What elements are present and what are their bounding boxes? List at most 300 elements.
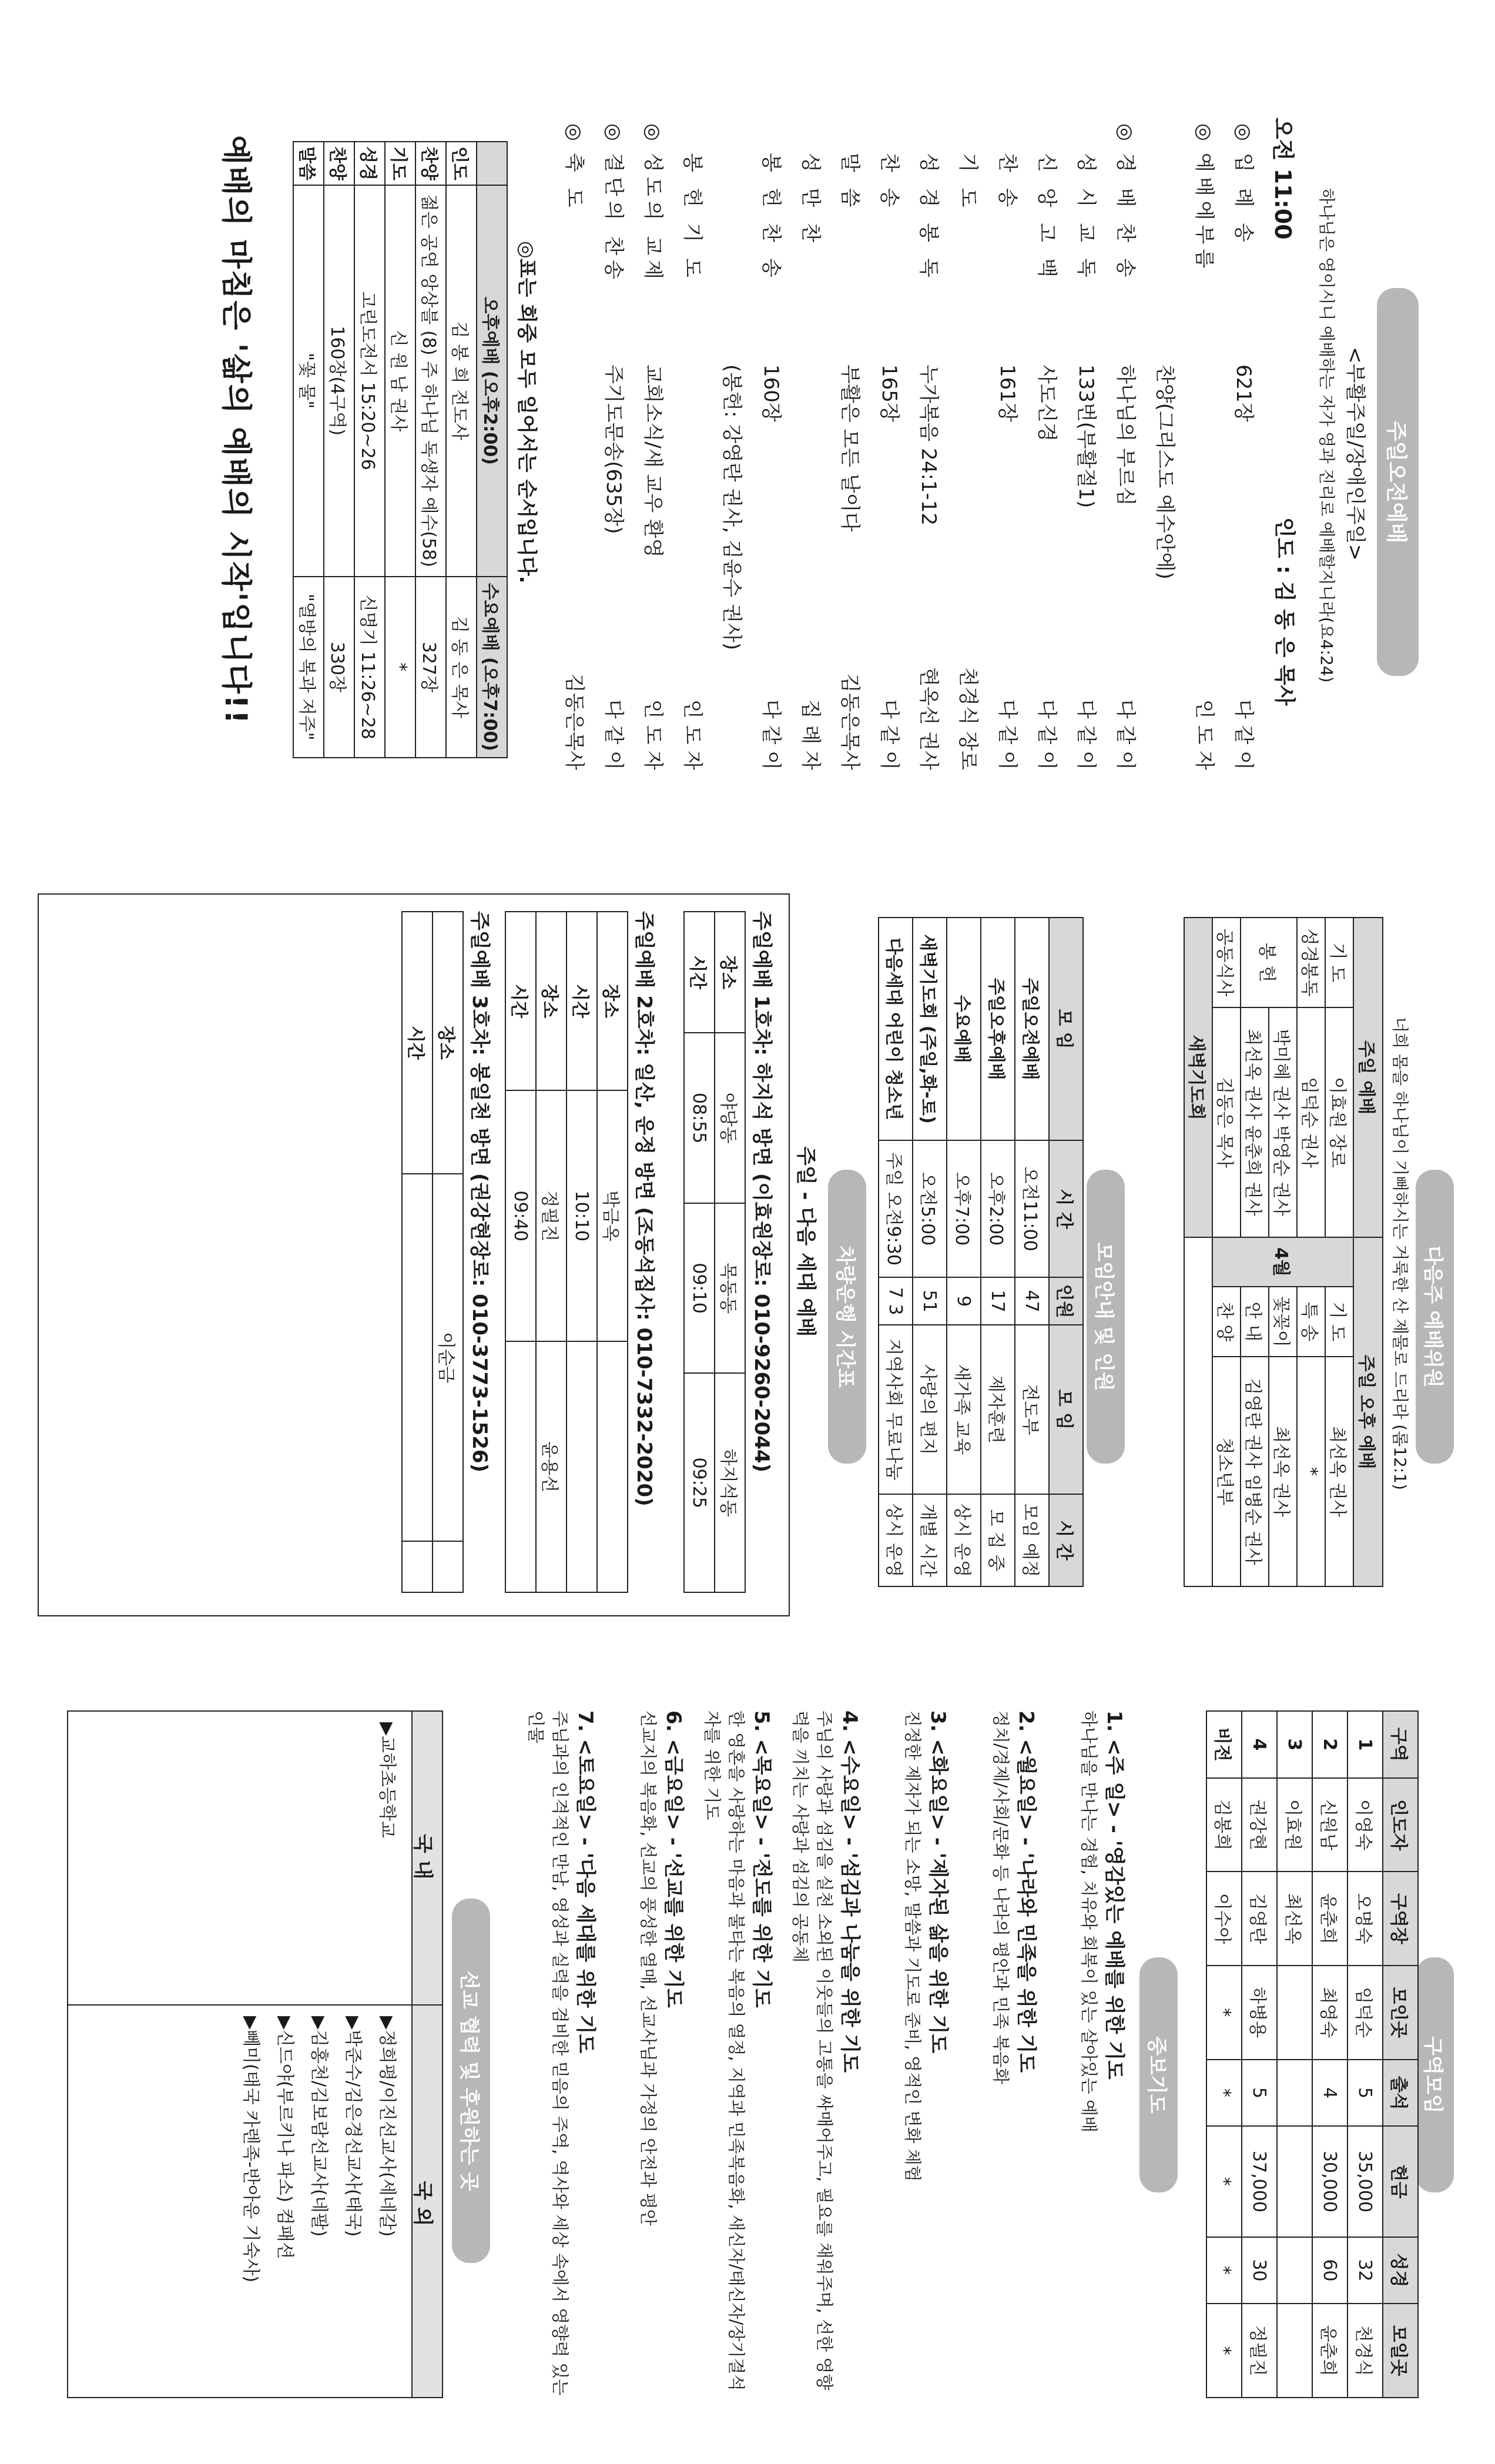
order-mark: ◎ <box>602 123 625 141</box>
prayer-desc: 정치/경제/사회/문화 등 나라의 평안과 민족 복음화 <box>991 1710 1011 2084</box>
bus3-cell <box>402 1541 433 1592</box>
bus2-cell: 10:10 <box>567 1090 597 1341</box>
order-label: 결단의 찬송 <box>602 153 625 284</box>
nw-a-label: 꽃꽂이 <box>1269 1287 1297 1357</box>
order-item <box>1231 123 1260 770</box>
bus-section-title: 주일 - 다음 세대 예배 <box>794 1146 817 1337</box>
prayer-item <box>637 1710 690 2404</box>
order-item <box>759 123 787 770</box>
prayer-title: 4. <수요일> - '섬김과 나눔을 위한 기도 <box>838 1710 862 2073</box>
order-content: 부활은 모든 날이다 <box>838 364 862 532</box>
bus2-cell: 장소 <box>597 912 628 1090</box>
order-person: 다 같 이 <box>1114 699 1137 770</box>
nw-a-label: 기 도 <box>1325 1287 1353 1357</box>
bus3-cell <box>402 1174 433 1541</box>
bus2-row <box>505 912 536 1592</box>
afternoon-row <box>293 142 324 758</box>
district-cell: 권강현 <box>1242 1778 1277 1872</box>
order-content: 찬양(그리스도 예수안에) <box>1153 364 1176 580</box>
bus-route-3-table <box>401 911 464 1593</box>
district-cell: 오명숙 <box>1347 1872 1383 1966</box>
bus3-row <box>433 912 463 1592</box>
worship-time: 오전 11:00 <box>1270 118 1296 240</box>
afternoon-header-cell: 오후예배 (오후2:00) <box>477 185 507 577</box>
next-week-verse: 너희 몸을 하나님이 기뻐하시는 거룩한 산 제물로 드리라 (롬12:1) <box>1390 1017 1410 1491</box>
meeting-cell: 오후2:00 <box>981 1140 1015 1277</box>
district-cell: 60 <box>1312 2237 1347 2304</box>
meeting-row <box>913 918 947 1586</box>
order-person: 다 같 이 <box>1074 699 1098 770</box>
district-header-row <box>1383 1711 1418 2398</box>
nw-m-label: 성경봉독 <box>1297 918 1325 1007</box>
district-cell: 하병용 <box>1242 1966 1277 2060</box>
district-cell: 5 <box>1347 2060 1383 2127</box>
district-cell <box>1277 1966 1312 2060</box>
order-mark: ◎ <box>1192 123 1216 141</box>
meeting-cell: 주일오후예배 <box>981 918 1015 1140</box>
meeting-cell: 상시 운영 <box>879 1494 913 1586</box>
order-mark: ◎ <box>1232 123 1255 141</box>
meeting-cell: 51 <box>913 1277 947 1325</box>
bus-pill: 차량운행 시간표 <box>828 1170 866 1464</box>
order-content: 133번(부활절1) <box>1074 364 1098 508</box>
meeting-cell: 9 <box>947 1277 981 1325</box>
bus1-cell: 야당동 <box>715 1033 745 1203</box>
middle-panel <box>26 841 1460 1652</box>
district-cell: 천경식 <box>1347 2304 1383 2398</box>
bus-route-3: 주일예배 3호차: 봉일천 방면 (권강현장로: 010-3773-1526) <box>468 911 491 1473</box>
district-row <box>1347 1711 1383 2398</box>
meeting-cell: 새가족 교육 <box>947 1325 981 1494</box>
district-cell: 이영숙 <box>1347 1778 1383 1872</box>
district-cell: 최선옥 <box>1277 1872 1312 1966</box>
district-cell: 비전 <box>1206 1711 1242 1778</box>
order-label: 찬 송 <box>995 153 1019 212</box>
order-label: 경 배 찬 송 <box>1114 153 1137 282</box>
bus1-row <box>684 912 715 1592</box>
prayer-item <box>525 1710 602 2404</box>
district-cell: 30 <box>1242 2237 1277 2304</box>
missions-domestic-header: 국 내 <box>411 1834 434 1880</box>
order-label: 성 시 교 독 <box>1074 153 1098 282</box>
nw-m-label: 기 도 <box>1325 918 1353 1007</box>
district-row <box>1312 1711 1347 2398</box>
bus1-row <box>715 912 745 1592</box>
afternoon-header-cell <box>477 142 507 185</box>
order-content: 165장 <box>877 364 901 422</box>
order-item <box>719 123 748 770</box>
prayer-desc: 주님의 사랑과 섬김을 실천 소외된 이웃들의 고통을 싸매어주고, 필요를 채워주며, 선한 영향력을 끼치는 사랑과 섬김의 공동체 <box>790 1710 834 2391</box>
nw-m-value: 박미혜 권사 박영순 권사 <box>1269 1007 1297 1237</box>
district-cell: * <box>1206 1966 1242 2060</box>
bus2-cell <box>597 1341 628 1592</box>
order-person: 김동은목사 <box>562 673 586 770</box>
order-item <box>916 123 945 770</box>
order-mark: ◎ <box>1114 123 1137 141</box>
district-cell: 4 <box>1312 2060 1347 2127</box>
prayer-title: 2. <월요일> - '나라와 민족을 위한 기도 <box>1014 1710 1038 2073</box>
afternoon-cell: 인도 <box>446 142 477 185</box>
afternoon-row <box>415 142 446 758</box>
bus2-cell: 박금옥 <box>597 1090 628 1341</box>
missions-divider <box>67 2004 443 2006</box>
prayer-item <box>701 1710 778 2404</box>
nw-m-label: 봉 헌 <box>1241 918 1297 1007</box>
bus2-row <box>567 912 597 1592</box>
order-item <box>1074 123 1102 770</box>
order-content: 교회소식/새 교우 환영 <box>641 364 665 558</box>
district-row <box>1242 1711 1277 2398</box>
bus3-cell: 시간 <box>402 912 433 1174</box>
order-label: 입 례 송 <box>1232 153 1255 247</box>
closing-message: 예배의 마침은 '삶의 예배의 시작'입니다!! <box>218 135 253 725</box>
afternoon-cell: 말씀 <box>293 142 324 185</box>
meeting-header-cell: 모 임 <box>1049 918 1083 1140</box>
bus2-cell: 09:40 <box>505 1090 536 1341</box>
district-header-cell: 모일곳 <box>1383 2304 1418 2398</box>
prayer-title: 7. <토요일> - '다음 세대를 위한 기도 <box>574 1710 597 2054</box>
bus3-cell: 장소 <box>433 912 463 1174</box>
prayer-desc: 선교지의 복음화, 선교의 풍성한 열매, 선교사님과 가정의 안전과 평안 <box>638 1710 658 2226</box>
order-label: 말 씀 <box>838 153 862 212</box>
district-cell: 최영숙 <box>1312 1966 1347 2060</box>
bus-route-2-table <box>505 911 628 1593</box>
afternoon-row <box>385 142 415 758</box>
worship-title-pill: 주일오전예배 <box>1377 288 1419 676</box>
prayer-title: 5. <목요일> - '전도를 위한 기도 <box>750 1710 773 2008</box>
bus3-cell: 이순금 <box>433 1174 463 1541</box>
overseas-mission: ▶김홍천/김보람선교사(네팔) <box>309 2016 329 2237</box>
bus3-cell <box>433 1541 463 1592</box>
nw-a-label: 찬 양 <box>1212 1287 1241 1357</box>
order-content: 하나님의 부르심 <box>1114 364 1137 506</box>
next-week-pill: 다음주 예배위원 <box>1416 1170 1454 1464</box>
district-header-cell: 구역장 <box>1383 1872 1418 1966</box>
order-label: 축 도 <box>562 153 586 212</box>
prayer-title: 6. <금요일> - '선교를 위한 기도 <box>662 1710 685 2008</box>
district-cell: 37,000 <box>1242 2126 1277 2237</box>
nw-m-value: 임덕순 권사 <box>1297 1007 1325 1237</box>
district-cell <box>1277 2237 1312 2304</box>
prayer-item <box>789 1710 866 2404</box>
meeting-cell: 주일오전예배 <box>1015 918 1049 1140</box>
prayer-title: 1. <주 일> - '영감있는 예배를 위한 기도 <box>1102 1710 1126 2080</box>
nw-m-label: 공동식사 <box>1212 918 1241 1007</box>
order-person: 다 같 이 <box>1035 699 1058 770</box>
district-cell: * <box>1206 2237 1242 2304</box>
prayer-pill: 중보기도 <box>1139 1957 1178 2192</box>
nw-a-value: 최선옥 권사 <box>1325 1357 1353 1586</box>
afternoon-cell: 330장 <box>324 577 354 758</box>
meeting-cell: 7 3 <box>879 1277 913 1325</box>
meeting-cell: 주일 오전9:30 <box>879 1140 913 1277</box>
afternoon-row <box>446 142 477 758</box>
district-cell: 3 <box>1277 1711 1312 1778</box>
nw-a-value: 김영란 권사 임병순 권사 <box>1241 1357 1269 1586</box>
bus2-row <box>536 912 567 1592</box>
worship-order-list <box>543 123 1260 770</box>
order-person: 다 같 이 <box>602 699 625 770</box>
order-person: 인 도 자 <box>641 699 665 770</box>
district-cell <box>1277 2304 1312 2398</box>
order-label: 기 도 <box>956 153 980 212</box>
order-item <box>562 123 591 770</box>
bus2-cell <box>505 1341 536 1592</box>
meeting-header-row <box>1049 918 1083 1586</box>
meeting-header-cell: 모 임 <box>1049 1325 1083 1494</box>
district-pill: 구역모임 <box>1416 1957 1454 2192</box>
order-label: 성 만 찬 <box>799 153 822 247</box>
order-person: 집 례 자 <box>799 699 822 770</box>
order-item <box>1113 123 1142 770</box>
afternoon-cell: 젊은 공연 앙상블 (8) 주 하나님 독생자 예수(58) <box>415 185 446 577</box>
order-mark: ◎ <box>641 123 665 141</box>
district-cell: * <box>1206 2060 1242 2127</box>
nw-m-value: 최선옥 권사 윤춘희 권사 <box>1241 1007 1269 1237</box>
afternoon-service-header: 주일 오후 예배 <box>1353 1237 1383 1586</box>
order-label: 성도의 교제 <box>641 153 665 284</box>
prayer-item <box>990 1710 1043 2404</box>
nw-m-value: 김동은 목사 <box>1212 1007 1241 1237</box>
missions-header-row <box>411 1710 443 2398</box>
afternoon-cell: 성경 <box>354 142 385 185</box>
meetings-pill: 모임안내 및 인원 <box>1087 1170 1125 1464</box>
district-cell: 35,000 <box>1347 2126 1383 2237</box>
bus2-cell: 윤용선 <box>536 1341 567 1592</box>
order-content: 누가복음 24:1-12 <box>917 364 940 526</box>
meeting-cell: 47 <box>1015 1277 1049 1325</box>
right-panel <box>26 1675 1460 2433</box>
order-item <box>680 123 709 770</box>
meeting-cell: 모임 예정 <box>1015 1494 1049 1586</box>
meeting-cell: 오전5:00 <box>913 1140 947 1277</box>
meeting-cell: 오후7:00 <box>947 1140 981 1277</box>
morning-service-header: 주일 예배 <box>1353 918 1383 1237</box>
dawn-prayer-label: 새벽기도회 <box>1184 918 1212 1237</box>
bus1-cell: 08:55 <box>684 1033 715 1203</box>
prayer-title: 3. <화요일> - '제자된 삶을 위한 기도 <box>926 1710 950 2054</box>
afternoon-cell: 김 봉 희 전도사 <box>446 185 477 577</box>
district-header-cell: 모인곳 <box>1383 1966 1418 2060</box>
order-content: 160장 <box>759 364 783 422</box>
order-item <box>798 123 827 770</box>
order-item <box>995 123 1024 770</box>
district-cell: 정필진 <box>1242 2304 1277 2398</box>
afternoon-cell: 찬양 <box>324 142 354 185</box>
district-cell <box>1277 2126 1312 2237</box>
order-item <box>641 123 669 770</box>
nw-a-value: 최선옥 권사 <box>1269 1357 1297 1586</box>
district-cell: 김봉희 <box>1206 1778 1242 1872</box>
bus3-row <box>402 912 433 1592</box>
prayer-list <box>484 1710 1131 2410</box>
afternoon-cell: 기도 <box>385 142 415 185</box>
district-header-cell: 헌금 <box>1383 2126 1418 2237</box>
bus1-cell: 09:25 <box>684 1373 715 1592</box>
afternoon-header-cell: 수요예배 (오후7:00) <box>477 577 507 758</box>
missions-overseas-list <box>232 2016 402 2392</box>
worship-leader: 인도 : 김 동 은 목사 <box>1272 517 1296 706</box>
meeting-cell: 지역사회 무료나눔 <box>879 1325 913 1494</box>
afternoon-service-table <box>293 141 508 758</box>
domestic-mission: ▶교하초등학교 <box>377 1722 397 1838</box>
meeting-cell: 제자훈련 <box>981 1325 1015 1494</box>
standing-note: ◎표는 회중 모두 일어서는 순서입니다. <box>515 241 538 584</box>
meeting-cell: 상시 운영 <box>947 1494 981 1586</box>
order-label: 성 경 봉 독 <box>917 153 940 282</box>
meeting-header-cell: 인원 <box>1049 1277 1083 1325</box>
meeting-cell: 수요예배 <box>947 918 981 1140</box>
nw-m-value: 이효원 장로 <box>1325 1007 1353 1237</box>
district-cell: * <box>1206 2126 1242 2237</box>
district-row <box>1277 1711 1312 2398</box>
bus2-cell: 장소 <box>536 912 567 1090</box>
meeting-cell: 사랑의 편지 <box>913 1325 947 1494</box>
district-header-cell: 성경 <box>1383 2237 1418 2304</box>
missions-overseas-header: 국 외 <box>411 2181 434 2227</box>
afternoon-row <box>324 142 354 758</box>
district-cell: 30,000 <box>1312 2126 1347 2237</box>
afternoon-cell: * <box>385 577 415 758</box>
order-person: 김동은목사 <box>838 673 862 770</box>
order-person: 천경식 장로 <box>956 667 980 770</box>
district-cell: 1 <box>1347 1711 1383 1778</box>
order-label: 예배에부름 <box>1192 153 1216 273</box>
order-content: (봉헌: 강영란 권사, 김윤수 권사) <box>720 364 743 651</box>
afternoon-cell: 고린도전서 15:20~26 <box>354 185 385 577</box>
order-content: 사도신경 <box>1035 364 1058 442</box>
meetings-table <box>878 917 1084 1587</box>
afternoon-cell: 김 동 은 목사 <box>446 577 477 758</box>
district-cell: 임덕순 <box>1347 1966 1383 2060</box>
nw-a-value: 청소년부 <box>1212 1357 1241 1586</box>
missions-pill: 선교 협력 및 후원하는 곳 <box>452 1899 490 2263</box>
afternoon-cell: 신 원 남 권사 <box>385 185 415 577</box>
district-cell: 신원남 <box>1312 1778 1347 1872</box>
month-label: 4월 <box>1212 1237 1353 1287</box>
afternoon-cell: 160장(4구역) <box>324 185 354 577</box>
order-item <box>601 123 630 770</box>
order-content: 161장 <box>995 364 1019 422</box>
order-person: 다 같 이 <box>759 699 783 770</box>
worship-panel <box>26 41 1460 823</box>
order-person: 현옥선 권사 <box>917 667 940 770</box>
district-cell: 윤춘희 <box>1312 2304 1347 2398</box>
order-person: 다 같 이 <box>995 699 1019 770</box>
district-cell: 이수아 <box>1206 1872 1242 1966</box>
bus2-cell: 시간 <box>505 912 536 1090</box>
meeting-cell: 17 <box>981 1277 1015 1325</box>
district-cell: 윤춘희 <box>1312 1872 1347 1966</box>
bus2-cell <box>567 1341 597 1592</box>
district-cell: 김영란 <box>1242 1872 1277 1966</box>
afternoon-header-row <box>477 142 507 758</box>
afternoon-cell: "열방의 복과 저주" <box>293 577 324 758</box>
meeting-header-cell: 시 간 <box>1049 1494 1083 1586</box>
missions-domestic-list <box>368 1722 402 1998</box>
meeting-cell: 모 집 중 <box>981 1494 1015 1586</box>
afternoon-cell: 신명기 11:26~28 <box>354 577 385 758</box>
bus2-row <box>597 912 628 1592</box>
prayer-desc: 한 영혼을 사랑하는 마음과 불타는 복음의 열정, 지역과 민족복음화, 새신자/태신자/장기결석자를 위한 기도 <box>702 1710 746 2391</box>
bus1-cell: 목동동 <box>715 1203 745 1374</box>
afternoon-cell: 327장 <box>415 577 446 758</box>
prayer-desc: 주님과의 인격적인 만남, 영성과 실력을 겸비한 믿음의 주역, 역사와 세상 속에서 영향력 있는 인물 <box>526 1710 570 2396</box>
order-label: 봉 헌 찬 송 <box>759 153 783 282</box>
nw-a-label: 안 내 <box>1241 1287 1269 1357</box>
order-label: 봉 헌 기 도 <box>681 153 704 282</box>
district-cell: 32 <box>1347 2237 1383 2304</box>
meeting-row <box>1015 918 1049 1586</box>
meeting-cell: 전도부 <box>1015 1325 1049 1494</box>
bus2-cell: 정필진 <box>536 1090 567 1341</box>
order-item <box>837 123 866 770</box>
prayer-item <box>901 1710 954 2404</box>
meeting-cell: 개별 시간 <box>913 1494 947 1586</box>
order-person: 인 도 자 <box>1192 699 1216 770</box>
order-item <box>956 123 984 770</box>
meeting-row <box>981 918 1015 1586</box>
order-mark: ◎ <box>562 123 586 141</box>
bus-route-1-table <box>683 911 746 1593</box>
afternoon-row <box>354 142 385 758</box>
next-week-table <box>1184 917 1383 1587</box>
worship-subtitle: <부활주일/장애인주일> <box>1343 347 1367 561</box>
district-header-cell: 구역 <box>1383 1711 1418 1778</box>
order-item <box>1034 123 1063 770</box>
order-item <box>1192 123 1221 770</box>
overseas-mission: ▶신드야(부르키나 파소) 컴패션 <box>274 2016 295 2259</box>
order-content: 621장 <box>1232 364 1255 422</box>
order-person: 다 같 이 <box>877 699 901 770</box>
order-item <box>1152 123 1181 770</box>
afternoon-cell: "꽃 물" <box>293 185 324 577</box>
district-table <box>1206 1710 1419 2398</box>
district-header-cell: 출석 <box>1383 2060 1418 2127</box>
worship-verse: 하나님은 영이시니 예배하는 자가 영과 진리로 예배할지니라(요4:24) <box>1317 188 1336 683</box>
prayer-desc: 하나님을 만나는 경험, 치유와 회복이 있는 살아있는 예배 <box>1079 1710 1099 2133</box>
afternoon-cell: 찬양 <box>415 142 446 185</box>
overseas-mission: ▶정희평/이진선교사(세네갈) <box>377 2016 397 2237</box>
district-row <box>1206 1711 1242 2398</box>
meeting-header-cell: 시 간 <box>1049 1140 1083 1277</box>
meeting-cell: 오전11:00 <box>1015 1140 1049 1277</box>
district-cell: * <box>1206 2304 1242 2398</box>
nw-a-label: 특 송 <box>1297 1287 1325 1357</box>
meeting-row <box>879 918 913 1586</box>
overseas-mission: ▶뻬미(태국 카렌족-반아운 기숙사) <box>240 2016 261 2283</box>
district-cell: 4 <box>1242 1711 1277 1778</box>
prayer-desc: 진정한 제자가 되는 소망, 말씀과 기도로 준비, 영적인 변화 체험 <box>903 1710 923 2182</box>
prayer-item <box>1078 1710 1131 2404</box>
district-cell <box>1277 2060 1312 2127</box>
district-cell: 이효원 <box>1277 1778 1312 1872</box>
bus1-cell: 하지석동 <box>715 1373 745 1592</box>
district-header-cell: 인도자 <box>1383 1778 1418 1872</box>
overseas-mission: ▶박준수/김은경선교사(태국) <box>343 2016 363 2237</box>
district-cell: 2 <box>1312 1711 1347 1778</box>
order-person: 다 같 이 <box>1232 699 1255 770</box>
bus2-cell: 시간 <box>567 912 597 1090</box>
district-cell: 5 <box>1242 2060 1277 2127</box>
meeting-row <box>947 918 981 1586</box>
order-label: 찬 송 <box>877 153 901 212</box>
order-label: 신 앙 고 백 <box>1035 153 1058 282</box>
bus1-cell: 시간 <box>684 912 715 1033</box>
order-person: 인 도 자 <box>681 699 704 770</box>
order-item <box>877 123 906 770</box>
meeting-cell: 새벽기도회 (주일,화-토) <box>913 918 947 1140</box>
